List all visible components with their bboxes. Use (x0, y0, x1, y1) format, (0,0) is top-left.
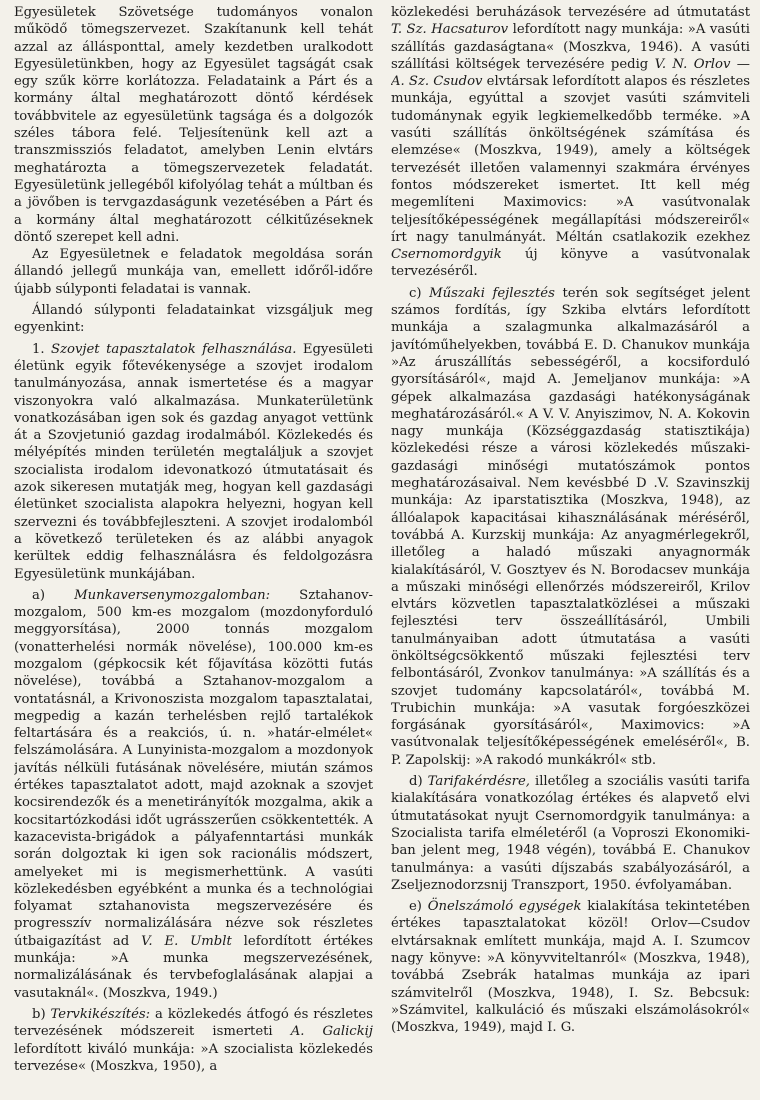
section-d-tariff: d) Tarifakérdésre, illetőleg a szociális vasúti tarifa kialakítására vonatkozólag értékes és alapvető elvi útmutatásokat nyujt Csernomordgyik tanulmánya: a Szocialista tarifa elméletéről (a Voproszi Ekonomiki-ban jelent meg, 1948 végén), továbbá E. Chanukov tanulmánya: a vasúti díjszabás szabályozásáról, a Zseljeznodorzsnij Transzport, 1950. évfolyamában. (391, 774, 750, 893)
section-a-competition: a) Munkaversenymozgalomban: Sztahanov-mozgalom, 500 km-es mozgalom (mozdonyforduló meggyorsítása), 2000 tonnás mozgalom (vonatterhelési normák növelése), 100.000 km-es mozgalom (gépkocsik két főjavítása közötti futás növelése), továbbá a Sztahanov-mozgalom a vontatásnál, a Krivonoszista mozgalom tapasztalatai, megpedig a kazán terhelésben rejlő tartalékok feltartására és a reakciós, ú. n. »határ-elmélet« felszámolására. A Lunyinista-mozgalom a mozdonyok javítás nélküli futásának növelésére, miután számos értékes tapasztalatot adott, majd azoknak a szovjet kocsirendezők és a menetirányítók mozgalma, akik a kocsitartózkodási időt ugrásszerűen csökkentették. A kazacevista-brigádok a pályafenntartási munkák során dolgoztak ki igen sok racionális módszert, amelyeket mi is megismerhettünk. A vasúti közlekedésben egyébként a munka és a technológiai folyamat sztahanovista megszervezésére és progresszív normalizálására nézve sok részletes útbaigazítást ad V. E. Umblt lefordított értékes munkája: »A munka megszervezésének, normalizálásának és tervbefoglalásának alapjai a vasutaknál«. (Moszkva, 1949.) (14, 587, 373, 1001)
paragraph-permanent-tasks: Állandó súlyponti feladatainkat vizsgáljuk meg egyenkint: (14, 303, 373, 336)
section-e-self-accounting: e) Önelszámoló egységek kialakítása tekintetében értékes tapasztalatokat közöl! Orlov—Csudov elvtársaknak említett munkája, majd A. I. Szumcov nagy könyve: »A könyvviteltanról« (Moszkva, 1948), továbbá Zsebrák hatalmas munkája az ipari számvitelről (Moszkva, 1948), I. Sz. Bebcsuk: »Számvitel, kalkuláció és műszaki elszámolásokról« (Moszkva, 1949), majd I. G. (391, 899, 750, 1036)
paragraph-intro: Egyesületek Szövetsége tudományos vonalon működő tömegszervezet. Szakítanunk kell tehát azzal az állásponttal, amely kezdetben uralkodott Egyesületünkben, hogy az Egyesület tagságát csak egy szűk körre korlátozza. Feladataink a Párt és a kormány által meghatározott döntő kérdések továbbvitele az egyesületünk tagsága és a dolgozók széles tábora felé. Teljesítenünk kell azt a transzmissziós feladatot, amelyben Lenin elvtárs meghatározta a tömegszervezetek feladatát. Egyesületünk jellegéből kifolyólag tehát a múltban és a jövőben is tervgazdaságunk vezetésében a Párt és a kormány által meghatározott célkitűzéseknek döntő szerepet kell adni. (14, 5, 373, 245)
section-b-planning: b) Tervkikészítés: a közlekedés átfogó és részletes tervezésének módszereit ismerteti A. Galickij lefordított kiváló munkája: »A szocialista közlekedés tervezése« (Moszkva, 1950), a (14, 1006, 373, 1074)
paragraph-investment-planning: közlekedési beruházások tervezésére ad útmutatást T. Sz. Hacsaturov lefordított nagy munkája: »A vasúti szállítás gazdaságtana« (Moszkva, 1946). A vasúti szállítási költségek tervezésére pedig V. N. Orlov — A. Sz. Csudov elvtársak lefordított alapos és részletes munkája, egyúttal a szovjet vasúti számviteli tudománynak egyik legkiemelkedőbb terméke. »A vasúti szállítás önköltségének számítása és elemzése« (Moszkva, 1949), amely a költségek tervezését illetően valamennyi szakmára érvényes fontos módszereket ismertet. Itt kell még megemlíteni Maximovics: »A vasútvonalak teljesítőképességének megállapítási módszereiről« írt nagy tanulmányát. Méltán csatlakozik ezekhez Csernomordgyik új könyve a vasútvonalak tervezéséről. (391, 5, 750, 280)
section-c-technical-development: c) Műszaki fejlesztés terén sok segítséget jelent számos fordítás, így Szkiba elvtárs lefordított munkája a szalagmunka alkalmazásáról a javítóműhelyekben, továbbá E. D. Chanukov munkája »Az áruszállítás sebességéről, a kocsiforduló gyorsításáról«, majd A. Jemeljanov munkája: »A gépek alkalmazása gazdasági hatékonyságának meghatározásáról.« A V. V. Anyiszimov, N. A. Kokovin nagy munkája (Községgazdaság statisztikája) közlekedési része a városi közlekedés műszaki-gazdasági minőségi mutatószámok pontos meghatározásaival. Nem kevésbbé D .V. Szavinszkij munkája: Az iparstatisztika (Moszkva, 1948), az állóalapok kapacitásai kihasználásának méréséről, továbbá A. Kurzskij munkája: Az anyagmérlegekről, illetőleg a haladó műszaki anyagnormák kialakításáról, V. Gosztyev és N. Borodacsev munkája a műszaki minőségi ellenőrzés módszereiről, Krilov elvtárs közvetlen tapasztalatközlései a műszaki fejlesztési terv összeállításáról, Umbili tanulmányaiban adott útmutatása a vasúti önköltségcsökkentő műszaki fejlesztési terv felbontásáról, Zvonkov tanulmánya: »A szállítás és a szovjet tudomány kapcsolatáról«, továbbá M. Trubichin munkája: »A vasutak forgóeszközei forgásának gyorsításáról«, Maximovics: »A vasútvonalak teljesítőképességének emeléséről«, B. P. Zapolskij: »A rakodó munkákról« stb. (391, 285, 750, 768)
left-column (14, 4, 373, 1100)
right-column (391, 4, 750, 1100)
paragraph-tasks: Az Egyesületnek e feladatok megoldása során állandó jellegű munkája van, emellett időről-időre újabb súlyponti feladatai is vannak. (14, 247, 373, 297)
section-1-soviet-experience: 1. Szovjet tapasztalatok felhasználása. Egyesületi életünk egyik főtevékenysége a szovjet irodalom tanulmányozása, annak ismertetése és a magyar viszonyokra való alkalmazása. Munkaterületünk vonatkozásában igen sok és gazdag anyagot vettünk át a Szovjetunió gazdag irodalmából. Közlekedés és mélyépítés minden területén megtaláljuk a szovjet szocialista irodalom idevonatkozó útmutatásait és azok sikeresen mutatják meg, hogyan kell gazdasági életünket szocialista alapokra helyezni, hogyan kell szervezni és továbbfejleszteni. A szovjet irodalomból a következő területeken és az alábbi anyagok kerültek eddig felhasználásra és feldolgozásra Egyesületünk munkájában. (14, 341, 373, 582)
